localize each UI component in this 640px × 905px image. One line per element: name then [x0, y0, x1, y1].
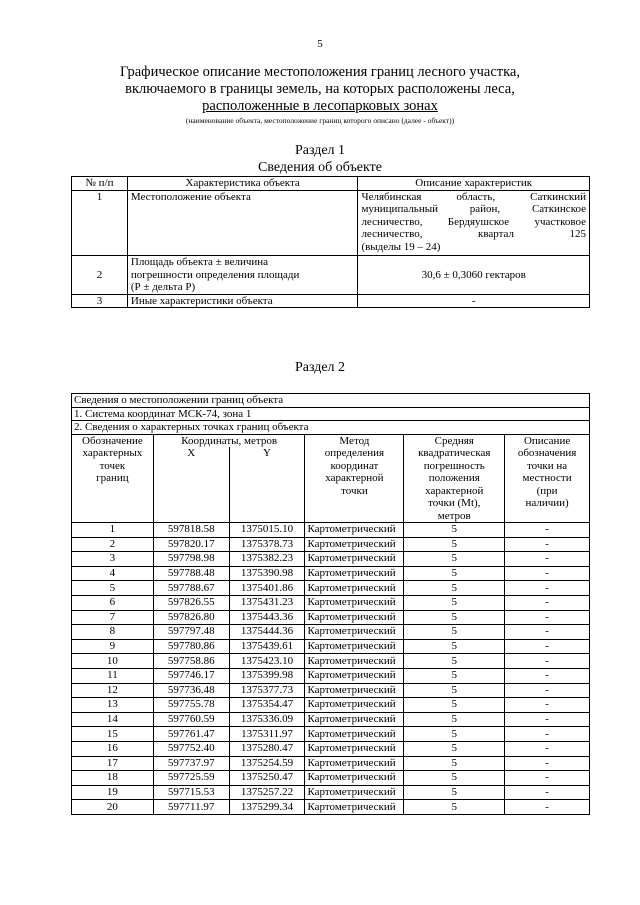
point-method: Картометрический [305, 523, 404, 538]
point-error: 5 [404, 595, 505, 610]
point-error: 5 [404, 785, 505, 800]
point-x: 597760.59 [153, 712, 229, 727]
point-description: - [505, 800, 590, 815]
table-row [72, 581, 590, 596]
table-row [72, 800, 590, 815]
header-error: Средняя квадратическая погрешность положения характерной точки (Мt), метров [404, 434, 505, 523]
table-row [72, 595, 590, 610]
point-number: 4 [72, 566, 154, 581]
table-row [72, 537, 590, 552]
point-description: - [505, 639, 590, 654]
point-description: - [505, 581, 590, 596]
point-number: 7 [72, 610, 154, 625]
point-x: 597752.40 [153, 741, 229, 756]
point-number: 17 [72, 756, 154, 771]
point-error: 5 [404, 668, 505, 683]
table-row [72, 668, 590, 683]
point-method: Картометрический [305, 639, 404, 654]
location-info-label: Сведения о местоположении границ объекта [72, 394, 590, 408]
title-line-3: расположенные в лесопарковых зонах [202, 98, 438, 114]
point-y: 1375444.36 [229, 625, 305, 640]
point-method: Картометрический [305, 581, 404, 596]
point-error: 5 [404, 552, 505, 567]
point-description: - [505, 537, 590, 552]
point-x: 597725.59 [153, 771, 229, 786]
point-number: 3 [72, 552, 154, 567]
row-description: 30,6 ± 0,3060 гектаров [358, 256, 590, 295]
table-row [72, 639, 590, 654]
point-error: 5 [404, 566, 505, 581]
header-designation: Обозначение характерных точек границ [72, 434, 154, 523]
table-row [72, 785, 590, 800]
point-error: 5 [404, 523, 505, 538]
point-x: 597761.47 [153, 727, 229, 742]
point-error: 5 [404, 727, 505, 742]
point-description: - [505, 741, 590, 756]
point-number: 6 [72, 595, 154, 610]
point-number: 8 [72, 625, 154, 640]
point-y: 1375399.98 [229, 668, 305, 683]
point-x: 597788.67 [153, 581, 229, 596]
table-header-row [72, 177, 590, 191]
point-method: Картометрический [305, 654, 404, 669]
table-row [72, 698, 590, 713]
points-title-label: 2. Сведения о характерных точках границ объекта [72, 421, 590, 435]
row-num: 2 [72, 256, 128, 295]
point-description: - [505, 610, 590, 625]
point-method: Картометрический [305, 712, 404, 727]
table-row [72, 727, 590, 742]
point-x: 597711.97 [153, 800, 229, 815]
point-x: 597746.17 [153, 668, 229, 683]
point-method: Картометрический [305, 727, 404, 742]
table-row [72, 756, 590, 771]
point-error: 5 [404, 625, 505, 640]
point-y: 1375336.09 [229, 712, 305, 727]
point-description: - [505, 523, 590, 538]
point-method: Картометрический [305, 683, 404, 698]
header-num: № п/п [72, 177, 128, 191]
point-y: 1375443.36 [229, 610, 305, 625]
row-num: 3 [72, 294, 128, 308]
point-x: 597797.48 [153, 625, 229, 640]
point-method: Картометрический [305, 741, 404, 756]
header-description: Описание характеристик [358, 177, 590, 191]
row-characteristic: Площадь объекта ± величина погрешности определения площади (Р ± дельта Р) [127, 256, 358, 295]
row-num: 1 [72, 190, 128, 256]
point-number: 18 [72, 771, 154, 786]
table-header-row [72, 434, 590, 447]
point-error: 5 [404, 683, 505, 698]
table-row [72, 712, 590, 727]
table-row [72, 256, 590, 295]
table-row [72, 610, 590, 625]
point-error: 5 [404, 756, 505, 771]
title-caption: (наименование объекта, местоположение границ которого описано (далее - объект)) [185, 116, 455, 125]
point-x: 597736.48 [153, 683, 229, 698]
point-y: 1375250.47 [229, 771, 305, 786]
point-error: 5 [404, 698, 505, 713]
point-y: 1375354.47 [229, 698, 305, 713]
point-method: Картометрический [305, 537, 404, 552]
point-error: 5 [404, 654, 505, 669]
point-description: - [505, 785, 590, 800]
header-characteristic: Характеристика объекта [127, 177, 358, 191]
point-error: 5 [404, 771, 505, 786]
page-number: 5 [317, 38, 323, 50]
point-y: 1375299.34 [229, 800, 305, 815]
point-number: 1 [72, 523, 154, 538]
point-description: - [505, 566, 590, 581]
points-body [72, 523, 590, 815]
point-error: 5 [404, 639, 505, 654]
point-description: - [505, 771, 590, 786]
section1-title: Раздел 1 [294, 143, 346, 158]
point-method: Картометрический [305, 785, 404, 800]
point-y: 1375015.10 [229, 523, 305, 538]
point-number: 13 [72, 698, 154, 713]
section2-title: Раздел 2 [294, 360, 346, 375]
object-info-table [71, 176, 590, 308]
boundary-points-table [71, 393, 590, 815]
point-description: - [505, 727, 590, 742]
point-x: 597798.98 [153, 552, 229, 567]
point-description: - [505, 625, 590, 640]
point-y: 1375431.23 [229, 595, 305, 610]
point-number: 14 [72, 712, 154, 727]
system-row [72, 407, 590, 421]
point-error: 5 [404, 741, 505, 756]
point-y: 1375280.47 [229, 741, 305, 756]
table-row [72, 625, 590, 640]
header-x: X [153, 447, 229, 523]
table-row [72, 566, 590, 581]
point-method: Картометрический [305, 610, 404, 625]
point-number: 10 [72, 654, 154, 669]
point-x: 597758.86 [153, 654, 229, 669]
point-y: 1375390.98 [229, 566, 305, 581]
point-method: Картометрический [305, 625, 404, 640]
table-row [72, 523, 590, 538]
table-row [72, 741, 590, 756]
point-error: 5 [404, 800, 505, 815]
section1-subtitle: Сведения об объекте [258, 160, 382, 175]
point-error: 5 [404, 581, 505, 596]
point-y: 1375439.61 [229, 639, 305, 654]
point-description: - [505, 552, 590, 567]
coordinate-system-label: 1. Система координат МСК-74, зона 1 [72, 407, 590, 421]
table-row [72, 654, 590, 669]
point-number: 2 [72, 537, 154, 552]
point-y: 1375254.59 [229, 756, 305, 771]
point-x: 597737.97 [153, 756, 229, 771]
point-method: Картометрический [305, 566, 404, 581]
point-x: 597820.17 [153, 537, 229, 552]
point-x: 597788.48 [153, 566, 229, 581]
row-characteristic: Местоположение объекта [127, 190, 358, 256]
point-method: Картометрический [305, 800, 404, 815]
point-number: 9 [72, 639, 154, 654]
point-method: Картометрический [305, 595, 404, 610]
point-y: 1375423.10 [229, 654, 305, 669]
point-number: 20 [72, 800, 154, 815]
title-line-2: включаемого в границы земель, на которых расположены леса, [125, 81, 515, 97]
row-description: Челябинская область, Саткинский муниципальный район, Саткинское лесничество, Бердяушское участковое лесничество, квартал 125 (выделы 19 – 24) [358, 190, 590, 256]
header-y: Y [229, 447, 305, 523]
point-error: 5 [404, 712, 505, 727]
point-description: - [505, 712, 590, 727]
point-y: 1375311.97 [229, 727, 305, 742]
point-description: - [505, 698, 590, 713]
header-point-description: Описание обозначения точки на местности (при наличии) [505, 434, 590, 523]
table-row [72, 771, 590, 786]
point-y: 1375377.73 [229, 683, 305, 698]
point-description: - [505, 683, 590, 698]
point-error: 5 [404, 537, 505, 552]
header-method: Метод определения координат характерной точки [305, 434, 404, 523]
point-x: 597818.58 [153, 523, 229, 538]
point-method: Картометрический [305, 668, 404, 683]
point-number: 11 [72, 668, 154, 683]
info-row [72, 394, 590, 408]
point-x: 597715.53 [153, 785, 229, 800]
point-description: - [505, 654, 590, 669]
point-number: 16 [72, 741, 154, 756]
point-method: Картометрический [305, 756, 404, 771]
point-description: - [505, 756, 590, 771]
point-method: Картометрический [305, 698, 404, 713]
point-x: 597780.86 [153, 639, 229, 654]
table-row [72, 552, 590, 567]
point-method: Картометрический [305, 771, 404, 786]
point-description: - [505, 595, 590, 610]
point-number: 15 [72, 727, 154, 742]
point-x: 597826.80 [153, 610, 229, 625]
header-coordinates: Координаты, метров [153, 434, 305, 447]
row-description: - [358, 294, 590, 308]
point-y: 1375401.86 [229, 581, 305, 596]
point-y: 1375378.73 [229, 537, 305, 552]
point-error: 5 [404, 610, 505, 625]
point-y: 1375257.22 [229, 785, 305, 800]
point-number: 19 [72, 785, 154, 800]
section1-heading [0, 142, 640, 176]
points-title-row [72, 421, 590, 435]
title-line-1: Графическое описание местоположения границ лесного участка, [120, 64, 520, 80]
point-description: - [505, 668, 590, 683]
table-row [72, 294, 590, 308]
table-row [72, 683, 590, 698]
point-method: Картометрический [305, 552, 404, 567]
point-number: 12 [72, 683, 154, 698]
point-x: 597755.78 [153, 698, 229, 713]
row-characteristic: Иные характеристики объекта [127, 294, 358, 308]
point-x: 597826.55 [153, 595, 229, 610]
point-y: 1375382.23 [229, 552, 305, 567]
document-title [60, 64, 580, 115]
point-number: 5 [72, 581, 154, 596]
table-row [72, 190, 590, 256]
